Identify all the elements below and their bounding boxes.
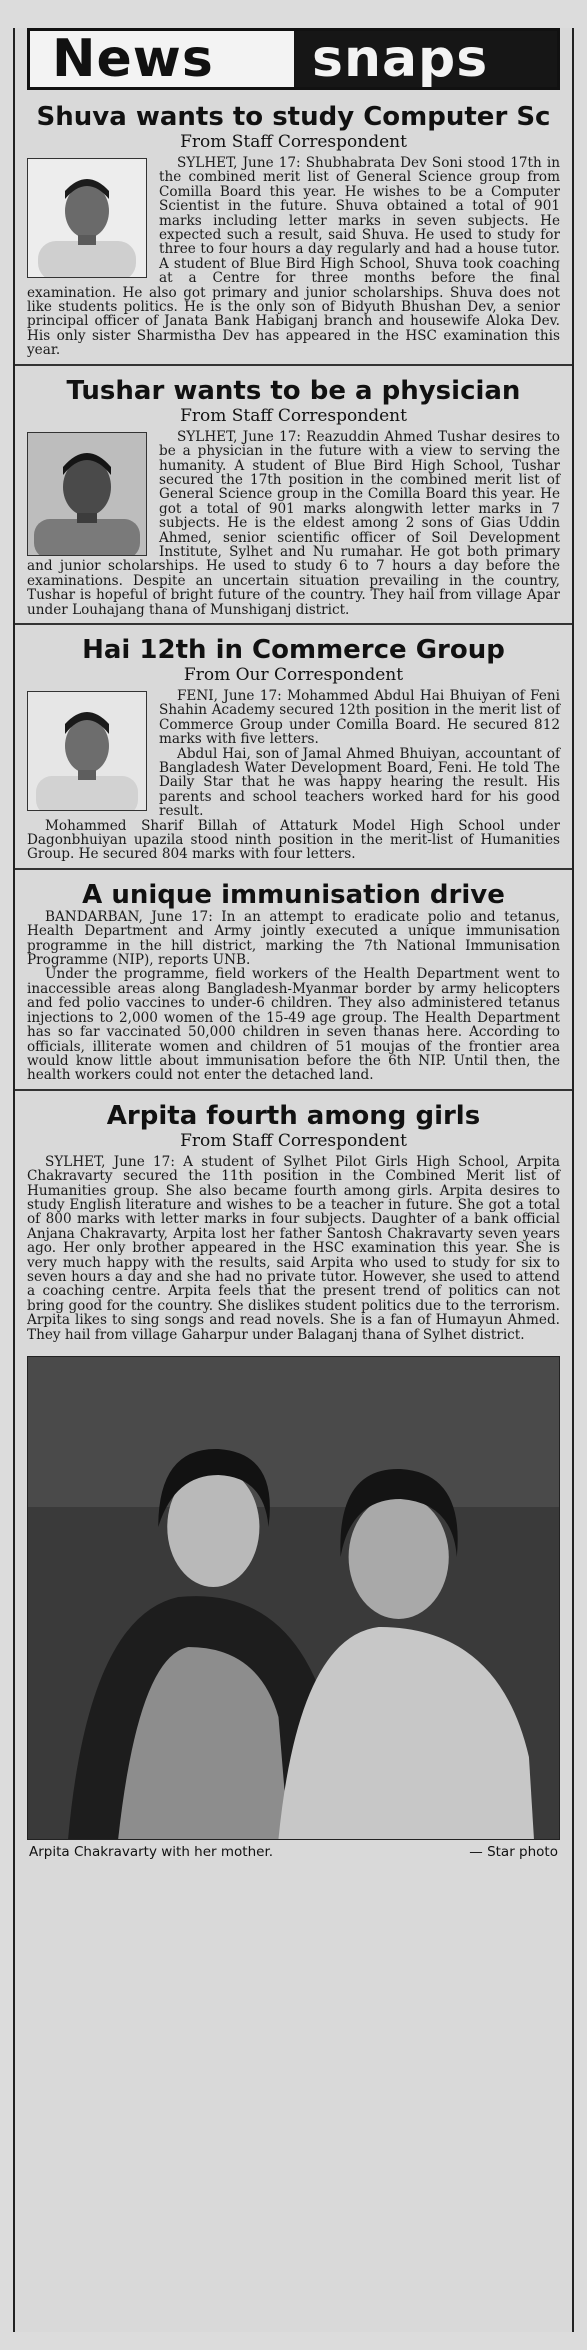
byline: From Staff Correspondent	[180, 405, 407, 426]
paragraph: FENI, June 17: Mohammed Abdul Hai Bhuiyan of Feni Shahin Academy secured 12th position in the merit list of Commerce Group under Comilla Board. He secured 812 marks with five letters.	[159, 687, 560, 748]
divider	[15, 364, 572, 366]
byline: From Staff Correspondent	[180, 1130, 407, 1151]
story-hai	[27, 635, 560, 862]
masthead	[27, 28, 560, 90]
paragraph: Mohammed Sharif Billah of Attaturk Model High School under Dagonbhuiyan upazila stood ninth position in the merit-list of Humanities Group. He secured 804 marks with four letters.	[27, 817, 560, 863]
photo-caption	[27, 1844, 560, 1860]
story-body	[27, 430, 560, 617]
headline: Shuva wants to study Computer Sc	[36, 102, 551, 132]
paragraph: Under the programme, field workers of the Health Department went to inaccessible areas along Bangladesh-Myanmar border by army helicopters and fed polio vaccines to under-6 children. They also administered tetanus injections to 2,000 women of the 15-49 age group. The Health Department has so far vaccinated 50,000 children in seven thanas here. According to officials, illiterate women and children of 51 moujas of the frontier area would know little about immunisation before the 6th NIP. Until then, the health workers could not enter the detached land.	[27, 966, 560, 1084]
story-arpita	[27, 1101, 560, 1342]
story-body	[27, 156, 560, 358]
headline: Arpita fourth among girls	[106, 1100, 481, 1131]
paragraph: Abdul Hai, son of Jamal Ahmed Bhuiyan, accountant of Bangladesh Water Development Board, Feni. He told The Daily Star that he was happy hearing the result. His parents and school teachers worked hard for his good result.	[159, 745, 560, 820]
byline: From Our Correspondent	[183, 664, 404, 685]
paragraph: SYLHET, June 17: A student of Sylhet Pilot Girls High School, Arpita Chakravarty secured the 11th position in the Combined Merit list of Humanities group. She also became fourth among girls. Arpita desires to study English literature and wishes to be a teacher in future. She got a total of 800 marks with letter marks in four subjects. Daughter of a bank official Anjana Chakravarty, Arpita lost her father Santosh Chakravarty seven years ago. Her only brother appeared in the HSC examination this year. She is very much happy with the results, said Arpita who used to study for six to seven hours a day and she had no private tutor. However, she used to attend a coaching centre. Arpita feels that the present trend of politics can not bring good for the country. She dislikes student politics due to the terrorism. Arpita likes to sing songs and read novels. She is a fan of Humayun Ahmed. They hail from village Gaharpur under Balaganj thana of Sylhet district.	[27, 1153, 560, 1343]
story-body	[27, 689, 560, 862]
story-shuva	[27, 102, 560, 358]
news-snaps-column	[13, 28, 574, 2332]
portrait-photo-hai	[27, 691, 147, 811]
portrait-photo-tushar	[27, 432, 147, 556]
story-tushar	[27, 376, 560, 617]
divider	[15, 623, 572, 625]
headline: A unique immunisation drive	[82, 879, 505, 910]
photo-arpita-with-mother	[27, 1356, 560, 1840]
story-immunisation	[27, 880, 560, 1083]
paragraph: SYLHET, June 17: Reazuddin Ahmed Tushar desires to be a physician in the future with a view to serving the humanity. A student of Blue Bird High School, Tushar secured the 17th position in the combined merit list of General Science group in the Comilla Board this year. He got a total of 901 marks alongwith letter marks in 7 subjects. He is the eldest among 2 sons of Gias Uddin Ahmed, senior scientific officer of Soil Development Institute, Sylhet and Nu rumahar. He got both primary and junior scholarships. He used to study 6 to 7 hours a day before the examinations. Despite an uncertain situation prevailing in the country, Tushar is hopeful of bright future of the country. They hail from village Apar under Louhajang thana of Munshiganj district.	[27, 428, 560, 618]
paragraph: BANDARBAN, June 17: In an attempt to eradicate polio and tetanus, Health Department and Army jointly executed a unique immunisation programme in the hill district, marking the 7th National Immunisation Programme (NIP), reports UNB.	[27, 908, 560, 969]
byline: From Staff Correspondent	[180, 132, 407, 152]
paragraph: SYLHET, June 17: Shubhabrata Dev Soni stood 17th in the combined merit list of General Science group from Comilla Board this year. He wishes to be a Computer Scientist in the future. Shuva obtained a total of 901 marks including letter marks in seven subjects. He expected such a result, said Shuva. He used to study for three to four hours a day regularly and had a house tutor. A student of Blue Bird High School, Shuva took coaching at a Centre for three months before the final examination. He also got primary and junior scholarships. Shuva does not like students politics. He is the only son of Bidyuth Bhushan Dev, a senior principal officer of Janata Bank Habiganj branch and housewife Aloka Dev. His only sister Sharmistha Dev has appeared in the HSC examination this year.	[27, 155, 560, 359]
caption-text: Arpita Chakravarty with her mother.	[29, 1844, 274, 1860]
portrait-photo-shuva	[27, 158, 147, 278]
divider	[15, 1089, 572, 1091]
story-body	[27, 910, 560, 1083]
story-body	[27, 1155, 560, 1342]
divider	[15, 868, 572, 870]
headline: Hai 12th in Commerce Group	[82, 634, 505, 665]
masthead-snaps: snaps	[294, 31, 557, 87]
headline: Tushar wants to be a physician	[66, 375, 521, 406]
photo-credit: — Star photo	[469, 1844, 558, 1860]
masthead-news: News	[30, 31, 294, 87]
